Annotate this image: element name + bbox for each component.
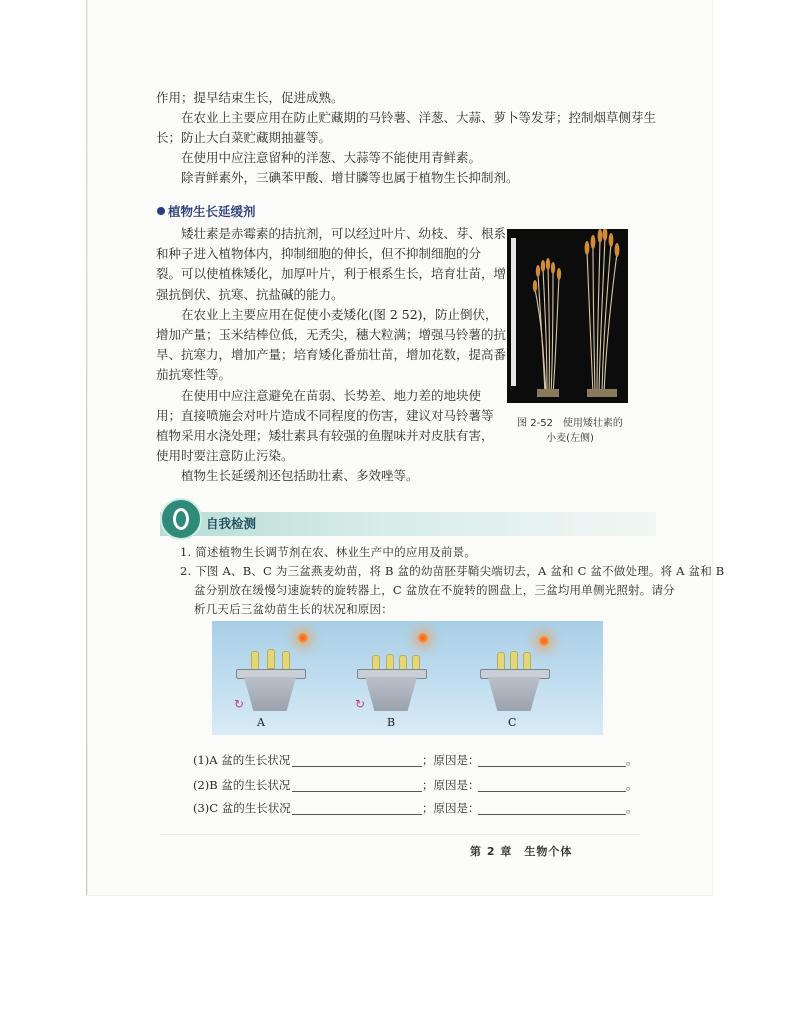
fill-prefix: (2)B 盆的生长状况 xyxy=(193,778,291,792)
section-heading xyxy=(157,202,256,220)
body-paragraphs xyxy=(156,224,507,487)
question-2-line: 2. 下图 A、B、C 为三盆燕麦幼苗，将 B 盆的幼苗胚芽鞘尖端切去，A 盆和 C 盆不做处理。将 A 盆和 B xyxy=(180,564,725,578)
sun-icon xyxy=(538,635,550,647)
pot-b xyxy=(361,669,421,713)
self-check-title: 自我检测 xyxy=(206,516,257,531)
question-1: 1. 简述植物生长调节剂在农、林业生产中的应用及前景。 xyxy=(180,545,477,559)
label-c: C xyxy=(508,716,517,729)
rotate-arrow-icon: ↻ xyxy=(355,697,366,711)
paragraph-line: 使用时要注意防止污染。 xyxy=(156,448,294,464)
wheat-stalks-drawing xyxy=(507,229,628,403)
fill-prefix: (1)A 盆的生长状况 xyxy=(193,753,291,767)
fill-prefix: (3)C 盆的生长状况 xyxy=(193,801,291,815)
sun-icon xyxy=(297,632,309,644)
paragraph-line: 裂。可以使植株矮化，加厚叶片，利于根系生长，培育壮苗，增 xyxy=(156,266,507,282)
caption-line: 小麦(左侧) xyxy=(546,433,594,444)
paragraph-line: 在农业上主要应用在促使小麦矮化(图 2 52)，防止倒伏， xyxy=(181,306,498,322)
paragraph-line: 矮壮素是赤霉素的拮抗剂，可以经过叶片、幼枝、芽、根系 xyxy=(181,226,507,241)
paragraph-line: 强抗倒伏、抗寒、抗盐碱的能力。 xyxy=(156,286,344,302)
answer-blank[interactable] xyxy=(478,791,626,792)
question-2-line: 析几天后三盆幼苗生长的状况和原因： xyxy=(194,602,393,616)
paragraph-line: 旱、抗寒力，增加产量；培育矮化番茄壮苗，增加花数，提高番 xyxy=(156,347,507,363)
fill-reason: ；原因是： xyxy=(422,801,480,815)
fill-end: 。 xyxy=(626,753,638,767)
paragraph-line: 和种子进入植物体内，抑制细胞的伸长，但不抑制细胞的分 xyxy=(156,246,482,262)
pot-a xyxy=(240,669,300,713)
rotate-arrow-icon: ↻ xyxy=(234,697,245,711)
answer-blank[interactable] xyxy=(292,814,422,815)
answer-blank[interactable] xyxy=(292,791,422,792)
paragraph-line: 用；直接喷施会对叶片造成不同程度的伤害，建议对马铃薯等 xyxy=(156,407,494,423)
top-paragraphs xyxy=(156,88,656,188)
paragraph-line: 植物采用水浇处理；矮壮素具有较强的鱼腥味并对皮肤有害， xyxy=(156,428,494,444)
pot-c xyxy=(484,669,544,713)
seedling xyxy=(510,651,518,671)
paragraph-line: 增加产量；玉米结棒位低，无秃尖，穗大粒满；增强马铃薯的抗 xyxy=(156,327,507,343)
paragraph-line: 茄抗寒性等。 xyxy=(156,367,232,383)
paragraph-line: 除青鲜素外，三碘苯甲酸、增甘膦等也属于植物生长抑制剂。 xyxy=(181,170,519,185)
answer-blank[interactable] xyxy=(292,766,422,767)
paragraph-line: 在使用中应注意留种的洋葱、大蒜等不能使用青鲜素。 xyxy=(181,150,482,165)
label-b: B xyxy=(387,716,396,729)
section-title: 植物生长延缓剂 xyxy=(168,204,256,219)
paragraph-line: 植物生长延缓剂还包括助壮素、多效唑等。 xyxy=(181,468,419,484)
magnifier-icon xyxy=(160,498,202,540)
seedling xyxy=(267,649,275,669)
oat-seedling-diagram xyxy=(212,621,603,735)
paragraph-line: 长；防止大白菜贮藏期抽薹等。 xyxy=(156,130,332,145)
fill-reason: ；原因是： xyxy=(422,778,480,792)
paragraph-line: 在使用中应注意避免在苗弱、长势差、地力差的地块使 xyxy=(181,387,482,403)
caption-line: 图 2-52 使用矮壮素的 xyxy=(517,418,623,429)
sun-icon xyxy=(417,632,429,644)
bullet-dot-icon xyxy=(157,207,165,215)
seedling xyxy=(282,651,290,671)
answer-blank[interactable] xyxy=(478,814,626,815)
paragraph-line: 在农业上主要应用在防止贮藏期的马铃薯、洋葱、大蒜、萝卜等发芽；控制烟草侧芽生 xyxy=(181,110,657,125)
fill-end: 。 xyxy=(626,778,638,792)
footer-divider xyxy=(160,834,640,835)
page-footer: 第 2 章 生物个体 xyxy=(470,845,573,858)
fill-end: 。 xyxy=(626,801,638,815)
fill-reason: ；原因是： xyxy=(422,753,480,767)
wheat-photo xyxy=(507,229,628,403)
figure-caption xyxy=(508,416,632,446)
label-a: A xyxy=(257,716,265,729)
paragraph-line: 作用；提早结束生长，促进成熟。 xyxy=(156,90,344,105)
seedling xyxy=(251,651,259,671)
answer-blank[interactable] xyxy=(478,766,626,767)
question-2-line: 盆分别放在缓慢匀速旋转的旋转器上，C 盆放在不旋转的圆盘上，三盆均用单侧光照射。请分 xyxy=(194,583,675,597)
